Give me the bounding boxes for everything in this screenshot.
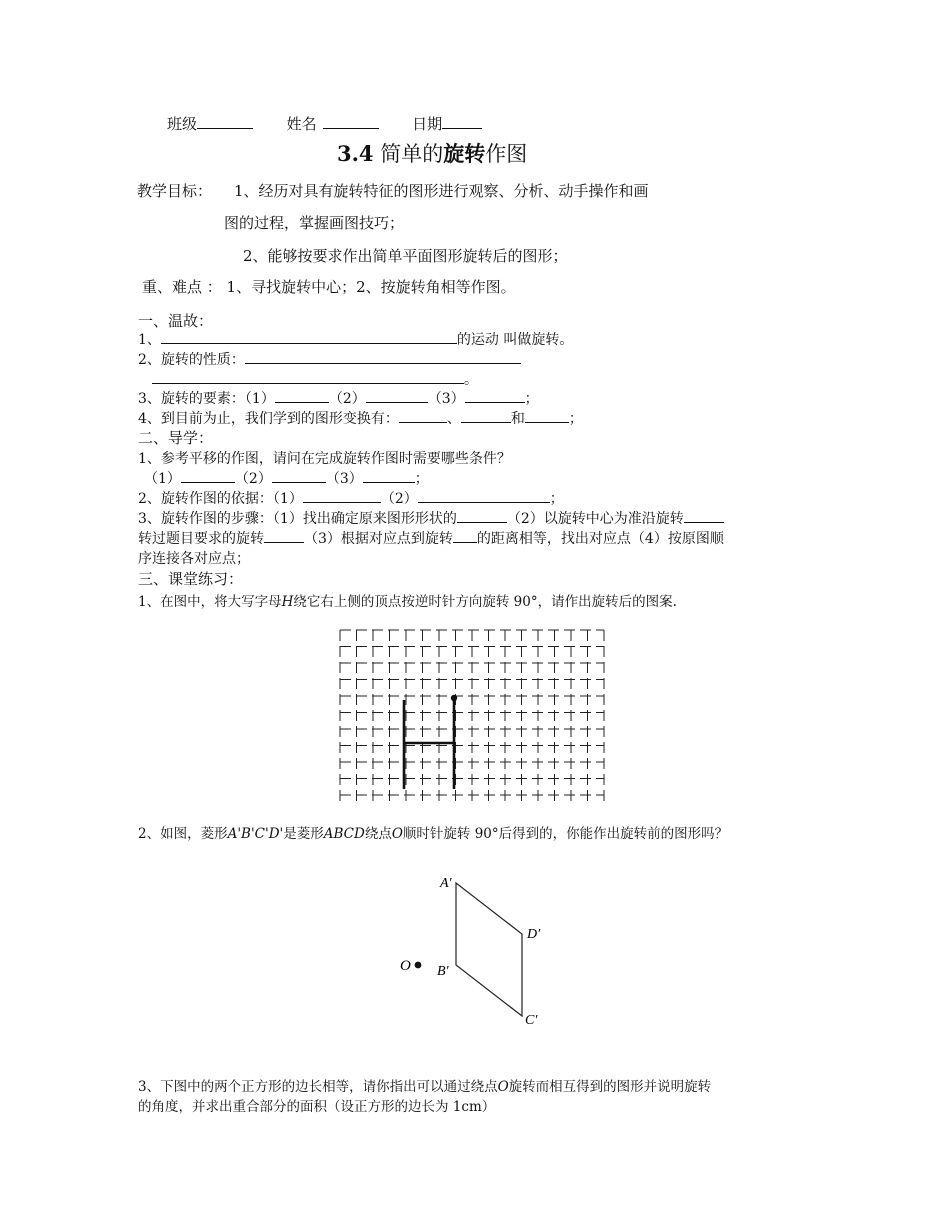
- guide-q3-blank2[interactable]: [684, 508, 724, 523]
- label-a-prime: A′: [440, 876, 452, 891]
- practice-ex2-b: 是菱形: [283, 826, 324, 842]
- date-blank[interactable]: [442, 114, 482, 129]
- guide-q2-end: ；: [549, 491, 564, 507]
- review-q2-prefix: 2、旋转的性质：: [138, 352, 245, 368]
- guide-q3-line3: 序连接各对应点；: [138, 551, 250, 567]
- guide-q2-mid: （2）: [380, 491, 418, 507]
- label-o: O: [400, 958, 411, 974]
- name-label: 姓名: [286, 115, 317, 133]
- practice-ex2-img: A'B'C'D': [227, 826, 284, 842]
- practice-ex1: [138, 590, 677, 610]
- objectives-line2: 图的过程，掌握画图技巧；: [224, 214, 405, 232]
- letter-h: [404, 700, 454, 789]
- review-q1-blank[interactable]: [161, 329, 457, 344]
- class-blank[interactable]: [197, 114, 253, 129]
- rhombus-figure: [392, 868, 562, 1033]
- review-q2-end: 。: [464, 372, 478, 388]
- objectives-item1a: 1、经历对具有旋转特征的图形进行观察、分析、动手操作和画: [234, 182, 649, 200]
- review-q3-mid2: （3）: [427, 391, 465, 407]
- guide-q3-blank3[interactable]: [264, 528, 304, 543]
- guide-q3-l1b: （2）以旋转中心为准沿旋转: [506, 511, 684, 527]
- review-q4-sep2: 和: [510, 411, 525, 427]
- practice-ex1-a: 1、在图中，将大写字母: [138, 594, 282, 610]
- practice-ex2-o: O: [391, 826, 403, 842]
- practice-ex3-o: O: [497, 1079, 509, 1095]
- review-q3-blank1[interactable]: [275, 388, 329, 403]
- key-points: 重、难点 ： 1、寻找旋转中心；2、按旋转角相等作图。: [142, 278, 516, 296]
- guide-q2-prefix: 2、旋转作图的依据：（1）: [138, 491, 303, 507]
- date-label: 日期: [412, 115, 443, 133]
- guide-q3-l2c: 的距离相等，找出对应点（4）按原图顺: [476, 531, 724, 547]
- review-q3-blank2[interactable]: [366, 388, 428, 403]
- review-q1: [138, 329, 573, 349]
- center-point-o: [415, 962, 422, 969]
- objectives-label: 教学目标：: [137, 182, 213, 200]
- practice-heading: 三、课堂练习：: [138, 570, 244, 588]
- rhombus-abcd-prime: [456, 883, 522, 1016]
- guide-q3-blank4[interactable]: [453, 528, 477, 543]
- review-q2-blank1[interactable]: [245, 349, 521, 364]
- objectives-item2: 2、能够按要求作出简单平面图形旋转后的图形；: [243, 247, 568, 265]
- practice-ex3-line2: 的角度，并求出重合部分的面积（设正方形的边长为 1cm）: [138, 1099, 496, 1115]
- practice-ex3-l1b: 旋转而相互得到的图形并说明旋转: [508, 1079, 712, 1095]
- header-line: [167, 113, 482, 134]
- guide-q2-blank1[interactable]: [303, 488, 381, 503]
- review-q1-prefix: 1、: [138, 332, 161, 348]
- practice-ex2: [138, 822, 728, 842]
- guide-q1-blank2[interactable]: [272, 468, 326, 483]
- guide-q3-l2b: （3）根据对应点到旋转: [304, 531, 453, 547]
- practice-ex2-d: 顺时针旋转 90°后得到的，你能作出旋转前的图形吗？: [402, 826, 729, 842]
- guide-q2-blank2[interactable]: [418, 488, 550, 503]
- review-heading: 一、温故：: [138, 312, 214, 330]
- guide-q3-blank1[interactable]: [457, 508, 507, 523]
- guide-q1-c: （3）: [325, 471, 363, 487]
- review-q4-prefix: 4、到目前为止，我们学到的图形变换有：: [138, 411, 399, 427]
- guide-q3-l1a: 3、旋转作图的步骤：（1）找出确定原来图形形状的: [138, 511, 457, 527]
- review-q4-end: ；: [568, 411, 583, 427]
- class-label: 班级: [167, 115, 198, 133]
- review-q4: [138, 408, 583, 428]
- grid-figure: [336, 626, 608, 808]
- review-q2-blank2[interactable]: [152, 369, 464, 384]
- review-q4-sep1: 、: [446, 411, 461, 427]
- review-q3-end: ；: [524, 391, 539, 407]
- title-number: 3.4: [337, 141, 374, 166]
- review-q4-blank1[interactable]: [399, 408, 447, 423]
- guide-q1-b: （2）: [234, 471, 272, 487]
- label-c-prime: C′: [525, 1013, 538, 1028]
- practice-ex2-a: 2、如图，菱形: [138, 826, 228, 842]
- guide-q1-blank1[interactable]: [181, 468, 235, 483]
- title-pre: 简单的: [373, 142, 444, 166]
- page-title: [337, 138, 527, 168]
- guide-q1-a: （1）: [144, 471, 181, 487]
- practice-ex2-orig: ABCD: [323, 826, 365, 842]
- review-q4-blank2[interactable]: [461, 408, 511, 423]
- guide-q3-l2a: 转过题目要求的旋转: [138, 531, 264, 547]
- guide-q2: [138, 488, 564, 508]
- review-q3: [138, 388, 539, 408]
- review-q1-suffix: 的运动 叫做旋转。: [456, 332, 574, 348]
- review-q4-blank3[interactable]: [525, 408, 569, 423]
- review-q3-mid1: （2）: [328, 391, 366, 407]
- guide-heading: 二、导学：: [138, 429, 214, 447]
- label-d-prime: D′: [527, 927, 541, 942]
- objectives-line1: [137, 180, 649, 201]
- label-b-prime: B′: [437, 964, 449, 979]
- title-post: 作图: [485, 142, 528, 166]
- review-q2-cont: [152, 369, 478, 389]
- review-q3-prefix: 3、旋转的要素：（1）: [138, 391, 275, 407]
- name-blank[interactable]: [323, 114, 379, 129]
- guide-q3-line2: [138, 528, 724, 548]
- guide-q1-end: ；: [414, 471, 429, 487]
- rotation-vertex-point: [451, 695, 457, 701]
- practice-ex3-l1a: 3、下图中的两个正方形的边长相等，请你指出可以通过绕点: [138, 1079, 498, 1095]
- practice-ex1-b: 绕它右上侧的顶点按逆时针方向旋转 90°，请作出旋转后的图案.: [293, 594, 677, 610]
- guide-q1-blank3[interactable]: [363, 468, 415, 483]
- title-bold: 旋转: [443, 141, 486, 166]
- practice-ex2-c: 绕点: [364, 826, 392, 842]
- review-q3-blank3[interactable]: [465, 388, 525, 403]
- guide-q3-line1: [138, 508, 724, 528]
- review-q2: [138, 349, 521, 369]
- practice-ex3-line1: [138, 1075, 711, 1095]
- guide-q1: 1、参考平移的作图，请问在完成旋转作图时需要哪些条件？: [138, 451, 511, 467]
- guide-q1-answers: [144, 468, 429, 488]
- practice-ex1-h: H: [281, 594, 294, 610]
- grid-lines: [340, 630, 604, 803]
